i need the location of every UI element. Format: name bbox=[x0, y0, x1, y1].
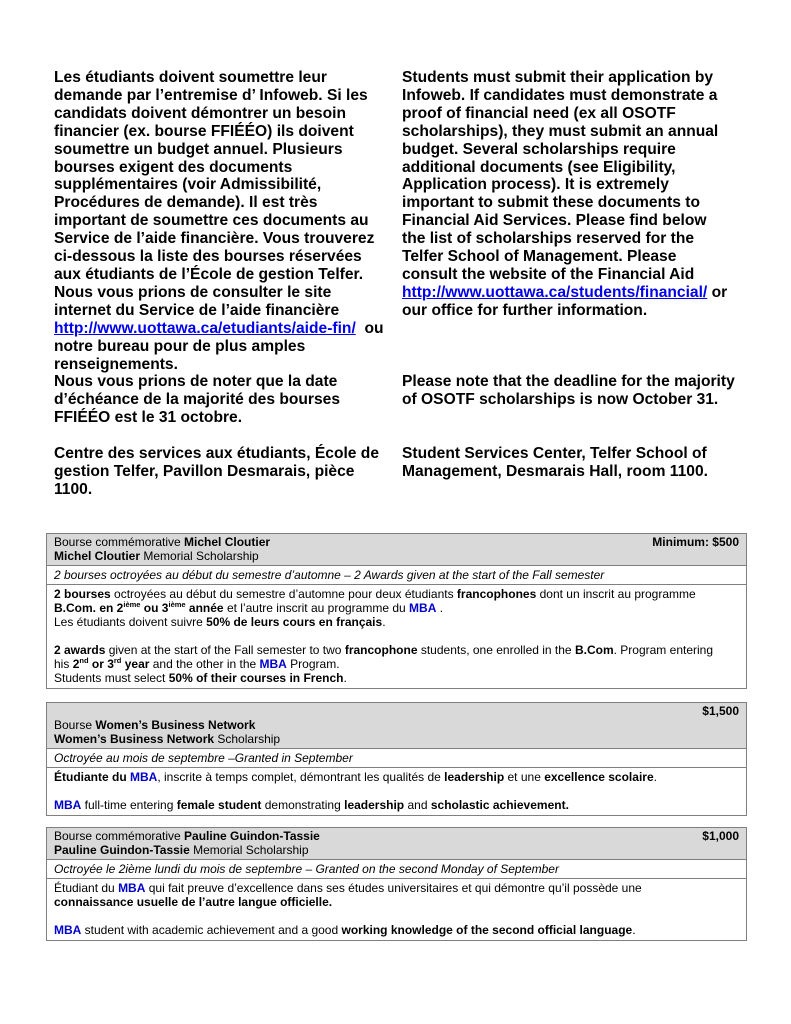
text-line: soumettre un budget annuel. Plusieurs bbox=[54, 140, 343, 158]
text-fragment: and the other in the bbox=[149, 657, 260, 671]
text-line: ci-dessous la liste des bourses réservées bbox=[54, 248, 362, 266]
financial-aid-link-en[interactable]: http://www.uottawa.ca/students/financial/ bbox=[402, 283, 708, 301]
text-line: bourses exigent des documents bbox=[54, 158, 293, 176]
mba-label: MBA bbox=[54, 798, 82, 812]
text-fragment: student with academic achievement and a good bbox=[81, 923, 342, 937]
text-fragment: francophone bbox=[344, 643, 418, 657]
text-fragment: leadership bbox=[444, 770, 505, 784]
english-paragraph bbox=[402, 69, 742, 320]
text-line: Please note that the deadline for the majority bbox=[402, 373, 735, 391]
text-line: Student Services Center, Telfer School of bbox=[402, 444, 707, 462]
scholarship-name: Michel Cloutier bbox=[184, 535, 271, 549]
scholarship-name: Pauline Guindon-Tassie bbox=[54, 843, 190, 857]
description-fr bbox=[54, 881, 739, 909]
text-fragment: dont un inscrit au programme bbox=[536, 587, 696, 601]
text-line: Students must submit their application by bbox=[402, 69, 714, 86]
scholarship-name: Women’s Business Network bbox=[95, 718, 256, 732]
text-line: financier (ex. bourse FFIÉÉO) ils doivent bbox=[54, 122, 354, 140]
french-paragraph bbox=[54, 69, 384, 373]
french-office bbox=[54, 445, 384, 499]
text-line: Les étudiants doivent soumettre leur bbox=[54, 69, 327, 86]
description-en bbox=[54, 923, 739, 937]
scholarship-amount: $1,000 bbox=[702, 829, 739, 843]
english-intro bbox=[402, 69, 742, 481]
english-deadline bbox=[402, 373, 742, 409]
text-fragment: . bbox=[436, 601, 444, 615]
text-line: renseignements. bbox=[54, 355, 178, 373]
text-line: Infoweb. If candidates must demonstrate a bbox=[402, 86, 718, 104]
text-fragment: . bbox=[653, 770, 657, 784]
scholarship-name: Women’s Business Network bbox=[54, 732, 215, 746]
financial-aid-link-fr[interactable]: http://www.uottawa.ca/etudiants/aide-fin/ bbox=[54, 319, 356, 337]
text-fragment: , inscrite à temps complet, démontrant les qualités de bbox=[157, 770, 445, 784]
text-line: Management, Desmarais Hall, room 1100. bbox=[402, 462, 708, 480]
text-line: FFIÉÉO est le 31 octobre. bbox=[54, 409, 243, 427]
text-line: proof of financial need (ex all OSOTF bbox=[402, 104, 676, 122]
mba-label: MBA bbox=[259, 657, 287, 671]
text-line: Application process). It is extremely bbox=[402, 176, 669, 194]
text-line: notre bureau pour de plus amples bbox=[54, 337, 306, 355]
text-fragment: given at the start of the Fall semester to two bbox=[105, 643, 345, 657]
text-line: internet du Service de l’aide financière bbox=[54, 301, 340, 319]
superscript: nd bbox=[79, 656, 89, 665]
text-fragment: ou bbox=[355, 319, 384, 337]
text-fragment: . bbox=[632, 923, 636, 937]
text-fragment: demonstrating bbox=[261, 798, 345, 812]
scholarship-name: Pauline Guindon-Tassie bbox=[184, 829, 320, 843]
text-fragment: and bbox=[404, 798, 431, 812]
english-office bbox=[402, 445, 742, 481]
text-fragment: . bbox=[382, 615, 386, 629]
text-fragment: Les étudiants doivent suivre bbox=[54, 615, 207, 629]
text-line: aux étudiants de l’École de gestion Telfer. bbox=[54, 265, 364, 283]
superscript: rd bbox=[113, 656, 122, 665]
scholarship-timing: Octroyée le 2ième lundi du mois de septembre – Granted on the second Monday of September bbox=[47, 860, 746, 879]
text-fragment: Students must select bbox=[54, 671, 169, 685]
text-fragment: or 3 bbox=[88, 657, 114, 671]
superscript: ième bbox=[168, 600, 186, 609]
text-fragment: 50% de leurs cours en français bbox=[206, 615, 383, 629]
scholarship-description bbox=[47, 585, 746, 688]
scholarship-fr-prefix: Bourse commémorative bbox=[54, 535, 185, 549]
text-fragment: 2 awards bbox=[54, 643, 106, 657]
scholarship-en-suffix: Scholarship bbox=[214, 732, 281, 746]
scholarship-amount: Minimum: $500 bbox=[652, 535, 739, 549]
scholarship-timing: 2 bourses octroyées au début du semestre d’automne – 2 Awards given at the start of the Fall semester bbox=[47, 566, 746, 585]
text-fragment: et l’autre inscrit au programme du bbox=[223, 601, 410, 615]
text-fragment: connaissance usuelle de l’autre langue officielle. bbox=[54, 895, 333, 909]
scholarship-name: Michel Cloutier bbox=[54, 549, 141, 563]
text-fragment: working knowledge of the second official language bbox=[341, 923, 633, 937]
text-line: consult the website of the Financial Aid bbox=[402, 265, 695, 283]
text-line: 1100. bbox=[54, 480, 93, 498]
text-fragment: full-time entering bbox=[81, 798, 177, 812]
text-fragment: excellence scolaire bbox=[544, 770, 654, 784]
text-fragment: leadership bbox=[344, 798, 405, 812]
scholarship-fr-prefix: Bourse commémorative bbox=[54, 829, 185, 843]
text-line: supplémentaires (voir Admissibilité, bbox=[54, 176, 322, 194]
mba-label: MBA bbox=[409, 601, 437, 615]
text-line: candidats doivent démontrer un besoin bbox=[54, 104, 346, 122]
text-fragment: 2 bourses bbox=[54, 587, 111, 601]
scholarship-timing: Octroyée au mois de septembre –Granted in September bbox=[47, 749, 746, 768]
text-line: demande par l’entremise d’ Infoweb. Si les bbox=[54, 86, 368, 104]
text-line: additional documents (see Eligibility, bbox=[402, 158, 676, 176]
text-fragment: Étudiante du bbox=[54, 770, 130, 784]
text-line: budget. Several scholarships require bbox=[402, 140, 676, 158]
description-en bbox=[54, 643, 739, 685]
text-fragment: Étudiant du bbox=[54, 881, 119, 895]
text-line: important to submit these documents to bbox=[402, 194, 701, 212]
text-fragment: qui fait preuve d’excellence dans ses études universitaires et qui démontre qu’il possède une bbox=[145, 881, 642, 895]
text-fragment: année bbox=[185, 601, 224, 615]
description-fr bbox=[54, 770, 739, 784]
text-fragment: octroyées au début du semestre d’automne pour deux étudiants bbox=[110, 587, 457, 601]
text-fragment: female student bbox=[176, 798, 262, 812]
text-line: our office for further information. bbox=[402, 301, 648, 319]
text-line: gestion Telfer, Pavillon Desmarais, pièce bbox=[54, 462, 355, 480]
text-line: d’échéance de la majorité des bourses bbox=[54, 391, 341, 409]
scholarship-fr-prefix: Bourse bbox=[54, 718, 96, 732]
scholarship-en-suffix: Memorial Scholarship bbox=[140, 549, 259, 563]
text-fragment: 2 bbox=[72, 657, 80, 671]
text-line: Nous vous prions de consulter le site bbox=[54, 283, 332, 301]
text-fragment: students, one enrolled in the bbox=[417, 643, 575, 657]
scholarship-header bbox=[47, 703, 746, 749]
french-deadline bbox=[54, 373, 384, 427]
text-fragment: ou 3 bbox=[140, 601, 169, 615]
scholarship-header bbox=[47, 828, 746, 860]
text-fragment: or bbox=[707, 283, 728, 301]
scholarship-description bbox=[47, 879, 746, 940]
text-fragment: scholastic achievement. bbox=[430, 798, 569, 812]
text-fragment: B.Com. en 2 bbox=[54, 601, 124, 615]
text-line: the list of scholarships reserved for the bbox=[402, 230, 695, 248]
mba-label: MBA bbox=[118, 881, 146, 895]
text-line: Procédures de demande). Il est très bbox=[54, 194, 318, 212]
text-line: Nous vous prions de noter que la date bbox=[54, 373, 338, 391]
text-fragment: B.Com bbox=[574, 643, 614, 657]
text-fragment: . Program entering bbox=[613, 643, 714, 657]
text-fragment: Program. bbox=[286, 657, 340, 671]
text-fragment: 50% of their courses in French bbox=[168, 671, 344, 685]
text-fragment: . bbox=[343, 671, 347, 685]
text-line: Financial Aid Services. Please find below bbox=[402, 212, 707, 230]
text-line: Telfer School of Management. Please bbox=[402, 248, 677, 266]
description-fr bbox=[54, 587, 739, 629]
superscript: ième bbox=[123, 600, 141, 609]
text-line: scholarships), they must submit an annual bbox=[402, 122, 719, 140]
scholarship-description bbox=[47, 768, 746, 815]
scholarship-card-cloutier bbox=[46, 533, 747, 689]
text-line: Service de l’aide financière. Vous trouverez bbox=[54, 230, 375, 248]
description-en bbox=[54, 798, 739, 812]
text-line: Centre des services aux étudiants, École de bbox=[54, 445, 380, 463]
text-fragment: francophones bbox=[456, 587, 537, 601]
french-intro bbox=[54, 69, 384, 499]
text-line: important de soumettre ces documents au bbox=[54, 212, 369, 230]
scholarship-en-suffix: Memorial Scholarship bbox=[189, 843, 309, 857]
text-line: of OSOTF scholarships is now October 31. bbox=[402, 391, 719, 409]
text-fragment: year bbox=[121, 657, 150, 671]
mba-label: MBA bbox=[130, 770, 158, 784]
scholarship-header bbox=[47, 534, 746, 566]
text-fragment: his bbox=[54, 657, 73, 671]
mba-label: MBA bbox=[54, 923, 82, 937]
scholarship-card-guindon-tassie bbox=[46, 827, 747, 941]
text-fragment: et une bbox=[504, 770, 545, 784]
scholarship-amount: $1,500 bbox=[702, 704, 739, 718]
scholarship-card-wbn bbox=[46, 702, 747, 816]
